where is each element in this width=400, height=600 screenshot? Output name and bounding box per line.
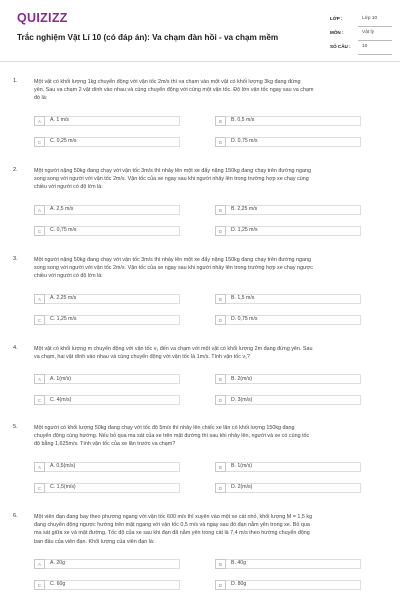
answer-letter: A xyxy=(34,205,45,215)
answer-letter: A xyxy=(34,116,45,126)
answer-letter: B xyxy=(215,294,226,304)
question-number: 6. xyxy=(13,513,18,519)
question-text-line: song song với người với vận tốc 2m/s. Vận tốc của xe ngay sau khi người nhảy lên trong trường hợp xe chạy cùng xyxy=(34,176,309,183)
question-text-line: Một viên đạn đang bay theo phương ngang với vận tốc 600 m/s thì xuyên vào một xe cát nhỏ, khối lượng M = 1,5 kg xyxy=(34,514,313,520)
answer-text: B. 1,5 m/s xyxy=(231,295,255,302)
answer-letter: B xyxy=(215,559,226,569)
answer-letter: D xyxy=(215,395,226,405)
answer-letter: A xyxy=(34,294,45,304)
answer-text: C. 4(m/s) xyxy=(50,396,72,403)
answer-text: D. 0,75 m/s xyxy=(231,316,258,323)
question-number: 3. xyxy=(13,256,18,262)
answer-text: C. 1,25 m/s xyxy=(50,316,77,323)
document-header xyxy=(0,0,400,62)
answer-text: B. 2(m/s) xyxy=(231,375,253,382)
answer-letter: D xyxy=(215,315,226,325)
answer-letter: C xyxy=(34,580,45,590)
meta-box xyxy=(326,13,388,55)
question-number: 1. xyxy=(13,78,18,84)
answer-letter: A xyxy=(34,462,45,472)
page-title: Trắc nghiệm Vật Lí 10 (có đáp án): Va chạm đàn hồi - va chạm mềm xyxy=(17,33,279,42)
answer-letter: D xyxy=(215,580,226,590)
question-number: 4. xyxy=(13,345,18,351)
question-text-line: Một vật có khối lượng m chuyển động với vận tốc v₁ đến va chạm với một vật có khối lượng 2m đang đứng yên. Sau xyxy=(34,346,313,352)
question-text-line: song song với người với vận tốc 2m/s. Vận tốc của xe ngay sau khi người nhảy lên trong trường hợp xe chạy ngược xyxy=(34,265,313,272)
answer-text: A. 1 m/s xyxy=(50,117,70,124)
meta-value: Lớp 10 xyxy=(362,16,378,21)
answer-text: B. 2,25 m/s xyxy=(231,206,258,213)
meta-row-class xyxy=(326,13,396,27)
answer-text: B. 40g xyxy=(231,560,246,567)
question-number: 2. xyxy=(13,167,18,173)
question-text-line: chiều với người có độ lớn là: xyxy=(34,184,103,191)
question-text-line: độ bằng 1,625m/s. Tính vận tốc của xe lăn trước va chạm? xyxy=(34,441,176,448)
answer-letter: C xyxy=(34,226,45,236)
meta-label: LỚP : xyxy=(330,16,343,21)
answer-text: D. 3(m/s) xyxy=(231,396,253,403)
answer-text: C. 0,25 m/s xyxy=(50,138,77,145)
answer-text: A. 2,5 m/s xyxy=(50,206,74,213)
question-text-line: đó là: xyxy=(34,95,48,102)
meta-row-subject xyxy=(326,27,396,41)
answer-letter: B xyxy=(215,462,226,472)
question-text-line: ban đầu của viên đạn. Khối lượng của viên đạn là: xyxy=(34,538,155,545)
answer-letter: B xyxy=(215,374,226,384)
question-text-line: Một người nặng 50kg đang chạy với vận tốc 3m/s thì nhảy lên một xe đẩy nặng 150kg đang chạy trên đường ngang xyxy=(34,257,312,263)
meta-value: 10 xyxy=(362,44,368,49)
meta-label: MÔN : xyxy=(330,30,344,35)
answer-text: A. 2,25 m/s xyxy=(50,295,77,302)
answer-text: A. 0,5(m/s) xyxy=(50,463,76,470)
answer-text: D. 0,75 m/s xyxy=(231,138,258,145)
answer-letter: B xyxy=(215,205,226,215)
meta-row-count xyxy=(326,41,396,55)
answer-text: C. 0,75 m/s xyxy=(50,227,77,234)
question-text-line: yên. Sau va chạm 2 vật dính vào nhau và cùng chuyển động với cùng một vận tốc. Độ lớn vận tốc ngay sau va chạm xyxy=(34,87,314,94)
question-text-line: Một người có khối lượng 50kg đang chạy với tốc độ 5m/s thì nhảy lên chiếc xe lăn có khối lượng 150kg đang xyxy=(34,425,295,431)
answer-text: A. 1(m/s) xyxy=(50,375,72,382)
question-text-line: ma sát giữa xe và mặt đường. Tốc độ của xe sau khi đạn đã nằm yên trong cát là 7,4 m/s theo hướng chuyển động xyxy=(34,530,310,537)
question-number: 5. xyxy=(13,424,18,430)
question-text-line: Một vật có khối lượng 1kg chuyển động với vận tốc 2m/s thì va chạm vào một vật có khối lượng 3kg đang đứng xyxy=(34,79,301,85)
question-text-line: va chạm, hai vật dính vào nhau và cùng chuyển động với vận tốc là 1m/s. Tính vận tốc v₁? xyxy=(34,354,250,361)
quizizz-logo: QUIZIZZ xyxy=(17,11,68,25)
answer-text: C. 1,5(m/s) xyxy=(50,484,76,491)
answer-letter: D xyxy=(215,137,226,147)
answer-letter: A xyxy=(34,374,45,384)
answer-text: A. 20g xyxy=(50,560,65,567)
answer-text: B. 1(m/s) xyxy=(231,463,253,470)
answer-letter: B xyxy=(215,116,226,126)
answer-text: D. 1,25 m/s xyxy=(231,227,258,234)
answer-letter: D xyxy=(215,483,226,493)
answer-text: B. 0,5 m/s xyxy=(231,117,255,124)
answer-text: D. 80g xyxy=(231,581,247,588)
answer-letter: C xyxy=(34,395,45,405)
answer-letter: A xyxy=(34,559,45,569)
answer-letter: C xyxy=(34,315,45,325)
answer-text: D. 2(m/s) xyxy=(231,484,253,491)
question-text-line: đang chuyển động ngược hướng trên mặt ngang với vận tốc 0,5 m/s và ngay sau đó đạn nằm yên trong xe. Bỏ qua xyxy=(34,522,310,529)
question-text-line: chuyển động cùng hướng. Nếu bỏ qua ma sát của xe trên mặt đường thì sau khi nhảy lên, người và xe có cùng tốc xyxy=(34,433,310,440)
answer-text: C. 60g xyxy=(50,581,66,588)
answer-letter: D xyxy=(215,226,226,236)
answer-letter: C xyxy=(34,137,45,147)
meta-label: SỐ CÂU : xyxy=(330,44,351,49)
question-text-line: chiều với người có độ lớn là: xyxy=(34,273,103,280)
meta-value: Vật lý xyxy=(362,30,374,35)
answer-letter: C xyxy=(34,483,45,493)
question-text-line: Một người nặng 50kg đang chạy với vận tốc 3m/s thì nhảy lên một xe đẩy nặng 150kg đang chạy trên đường ngang xyxy=(34,168,312,174)
